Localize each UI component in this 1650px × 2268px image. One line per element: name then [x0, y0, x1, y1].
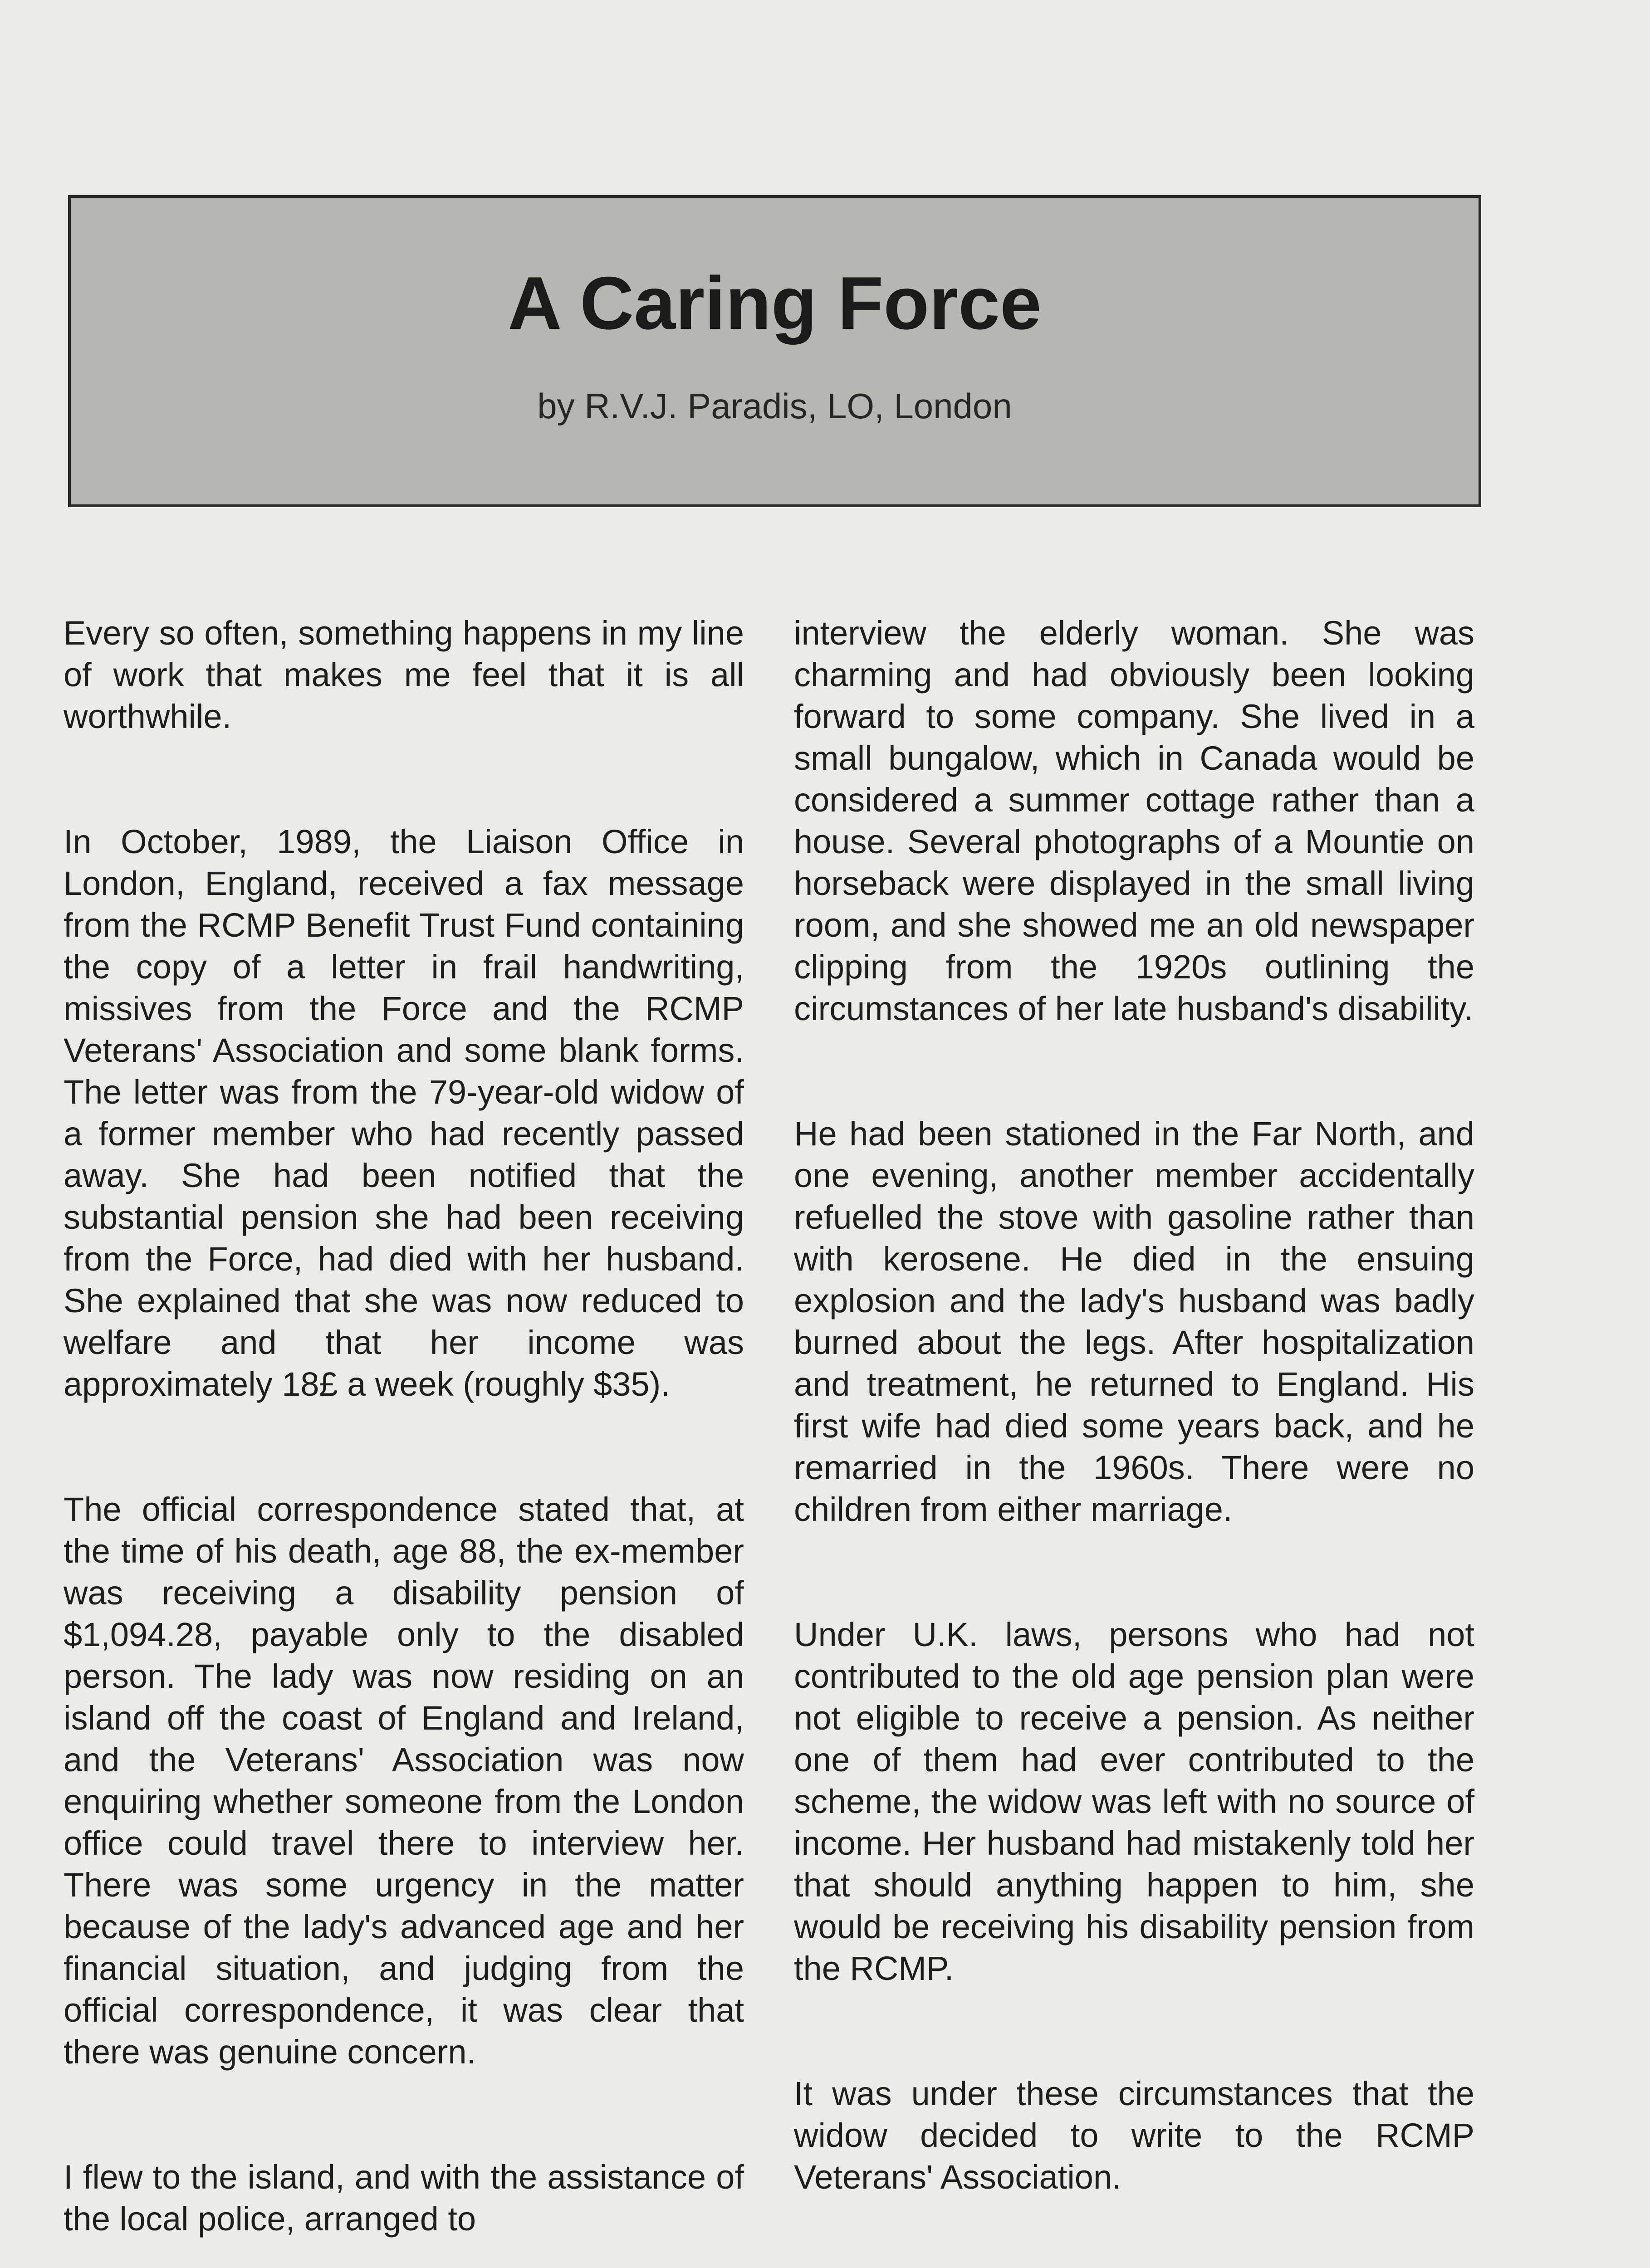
paragraph: interview the elderly woman. She was charming and had obviously been looking forward to some company. She lived in a small bungalow, which in Canada would be considered a summer cottage rather than a house. Several photographs of a Mountie on horseback were displayed in the small living room, and she showed me an old newspaper clipping from the 1920s outlining the circumstances of her late husband's disability. — [794, 614, 1474, 1027]
title-box — [68, 195, 1481, 507]
article-byline: by R.V.J. Paradis, LO, London — [537, 386, 1012, 426]
right-column — [794, 612, 1474, 2268]
paragraph: The official correspondence stated that, at the time of his death, age 88, the ex-member was receiving a disability pension of $1,094.28, payable only to the disabled person. The lady was now residing on an island off the coast of England and Ireland, and the Veterans' Association was now enquiring whether someone from the London office could travel there to interview her. There was some urgency in the matter because of the lady's advanced age and her financial situation, and judging from the official correspondence, it was clear that there was genuine concern. — [64, 1491, 744, 2071]
paragraph: In October, 1989, the Liaison Office in London, England, received a fax message from the RCMP Benefit Trust Fund containing the copy of a letter in frail handwriting, missives from the Force and the RCMP Veterans' Association and some blank forms. The letter was from the 79-year-old widow of a former member who had recently passed away. She had been notified that the substantial pension she had been receiving from the Force, had died with her husband. She explained that she was now reduced to welfare and that her income was approximately 18£ a week (roughly $35). — [64, 823, 744, 1403]
paragraph: Under U.K. laws, persons who had not contributed to the old age pension plan were not eligible to receive a pension. As neither one of them had ever contributed to the scheme, the widow was left with no source of income. Her husband had mistakenly told her that should anything happen to him, she would be receiving his disability pension from the RCMP. — [794, 1616, 1474, 1987]
paragraph: It was under these circumstances that the widow decided to write to the RCMP Veterans' Association. — [794, 2075, 1474, 2196]
paragraph: I flew to the island, and with the assistance of the local police, arranged to — [64, 2158, 744, 2238]
paragraph: He had been stationed in the Far North, and one evening, another member accidentally refuelled the stove with gasoline rather than with kerosene. He died in the ensuing explosion and the lady's husband was badly burned about the legs. After hospitalization and treatment, he returned to England. His first wife had died some years back, and he remarried in the 1960s. There were no children from either marriage. — [794, 1115, 1474, 1528]
article-title: A Caring Force — [508, 261, 1042, 345]
paragraph: Every so often, something happens in my line of work that makes me feel that it is all worthwhile. — [64, 614, 744, 735]
left-column — [64, 612, 744, 2268]
